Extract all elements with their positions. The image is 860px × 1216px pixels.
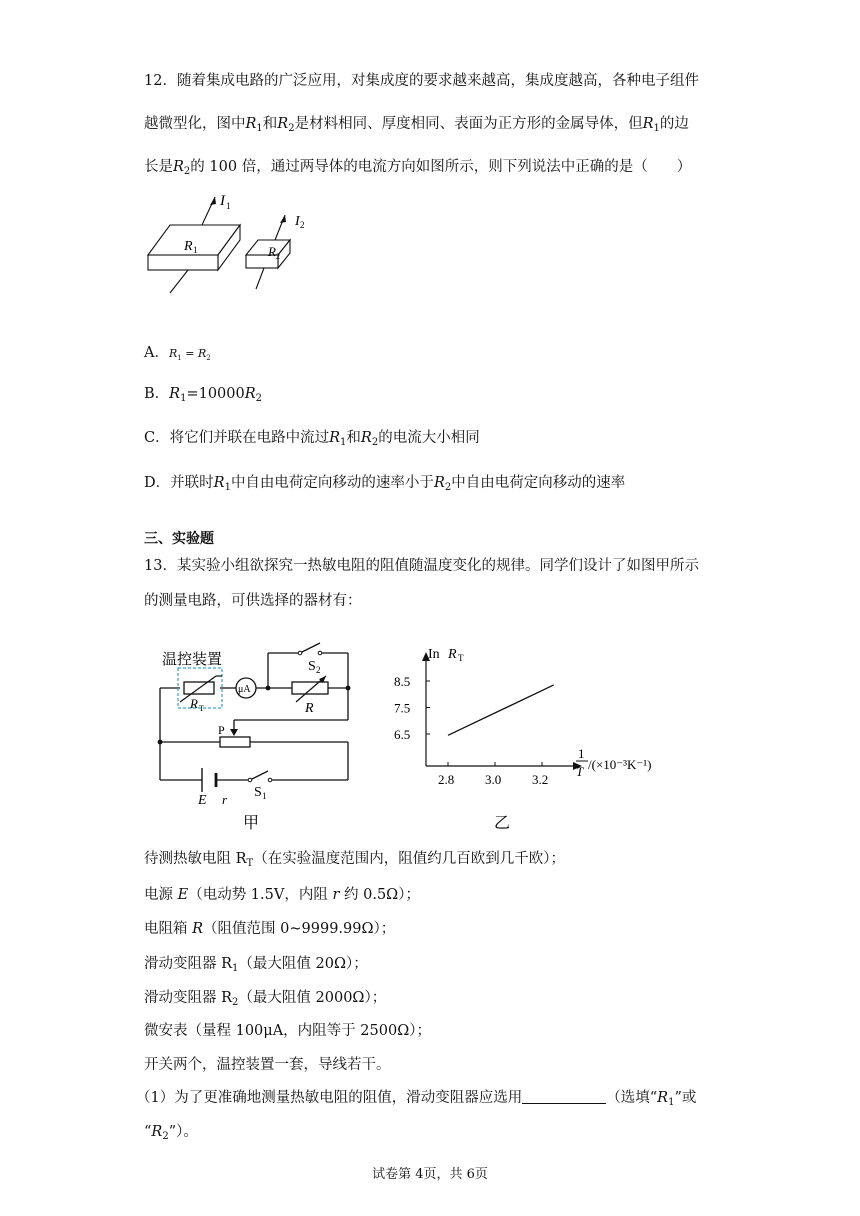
y-axis-ln: In — [428, 647, 440, 662]
graph-ln-rt — [380, 636, 680, 831]
item-text: 约 0.5Ω）； — [339, 887, 420, 903]
r2-label-sub: 2 — [276, 252, 280, 261]
item-text: 滑动变阻器 R — [144, 990, 233, 1006]
r1-sub: 1 — [177, 354, 182, 362]
p-label: P — [218, 723, 225, 737]
r2-sub: 2 — [183, 166, 191, 177]
r-symbol: r — [332, 887, 340, 903]
x-axis-unit: /(×10⁻³K⁻¹) — [588, 757, 652, 772]
r2-symbol: R — [197, 347, 207, 360]
temp-box-label: 温控装置 — [162, 652, 223, 668]
equals-sign: = — [185, 347, 195, 360]
item-rheostat-1 — [144, 954, 368, 979]
r-box-label: R — [305, 701, 314, 716]
q12-text: 和 — [262, 116, 278, 132]
sub-text: ”）。 — [168, 1124, 198, 1140]
x-tick-label: 3.2 — [532, 772, 549, 787]
item-text: （在实验温度范围内，阻值约几百欧到几千欧）； — [253, 851, 565, 867]
item-text: 电阻箱 — [144, 921, 193, 937]
sub-text: ”或 — [674, 1090, 697, 1106]
option-text: 并联时 — [170, 475, 214, 491]
item-sub: T — [246, 858, 254, 869]
item-rheostat-2 — [144, 988, 386, 1013]
option-c[interactable] — [144, 428, 480, 453]
r1-symbol: R — [657, 1090, 669, 1106]
i1-sub: 1 — [226, 201, 231, 211]
r1-symbol: R — [329, 430, 341, 446]
option-d-label: D． — [144, 475, 171, 491]
answer-blank[interactable] — [522, 1089, 606, 1104]
option-a-label: A． — [144, 345, 169, 361]
item-text: （最大阻值 20Ω）； — [238, 956, 368, 972]
q13-line2: 的测量电路，可供选择的器材有： — [144, 593, 362, 609]
r1-sub: 1 — [180, 393, 187, 404]
sub-question-1 — [136, 1088, 696, 1113]
r2-sub: 2 — [162, 1131, 169, 1142]
q12-text: 是材料相同、厚度相同、表面为正方形的金属导体，但 — [294, 116, 643, 132]
circuit-diagram — [150, 640, 360, 835]
option-text: 的电流大小相同 — [378, 430, 480, 446]
y-axis-sub: T — [458, 653, 464, 663]
item-switches: 开关两个，温控装置一套，导线若干。 — [144, 1057, 391, 1073]
q12-line3 — [144, 157, 691, 182]
caption-jia: 甲 — [243, 815, 260, 832]
conductor-figure — [140, 185, 340, 305]
i2-label: I — [295, 214, 300, 229]
item-text: 电源 — [144, 887, 178, 903]
option-c-label: C． — [144, 430, 170, 446]
s2-label: S — [308, 659, 316, 674]
r2-symbol: R — [433, 475, 445, 491]
r1-symbol: R — [245, 116, 257, 132]
r2-sub: 2 — [206, 354, 211, 362]
e-label: E — [198, 793, 207, 808]
item-microammeter: 微安表（量程 100μA，内阻等于 2500Ω）； — [144, 1023, 431, 1039]
option-d[interactable] — [144, 473, 625, 498]
i1-label: I — [220, 193, 225, 209]
caption-yi: 乙 — [494, 815, 511, 831]
item-text: 待测热敏电阻 R — [144, 851, 247, 867]
item-thermistor — [144, 849, 565, 874]
item-sub: 2 — [232, 997, 239, 1008]
page-footer: 试卷第 4页，共 6页 — [372, 1167, 488, 1182]
r-symbol: R — [192, 921, 204, 937]
r2-sub: 2 — [288, 123, 295, 134]
s2-sub: 2 — [316, 665, 321, 675]
option-text: 将它们并联在电路中流过 — [169, 430, 330, 446]
sub-text: “ — [144, 1124, 152, 1140]
q12-line1: 12．随着集成电路的广泛应用，对集成度的要求越来越高，集成度越高，各种电子组件 — [144, 73, 699, 89]
r2-sub: 2 — [371, 437, 379, 448]
rt-label: R — [190, 696, 198, 711]
option-text: 中自由电荷定向移动的速率小于 — [230, 475, 434, 491]
y-axis-r: R — [448, 647, 457, 662]
y-tick-label: 6.5 — [394, 727, 411, 742]
item-sub: 1 — [232, 963, 239, 974]
s1-label: S — [254, 785, 262, 800]
y-tick-label: 7.5 — [394, 700, 411, 716]
item-source — [144, 885, 420, 905]
meter-label: μA — [238, 684, 251, 695]
data-line — [448, 685, 554, 735]
q12-text: 的边 — [659, 116, 689, 132]
r1-sub: 1 — [340, 437, 347, 448]
r-internal-label: r — [222, 792, 228, 807]
r2-symbol: R — [277, 116, 289, 132]
s1-sub: 1 — [262, 791, 267, 801]
e-symbol: E — [177, 887, 189, 903]
r1-sub: 1 — [256, 123, 263, 134]
option-text: 中自由电荷定向移动的速率 — [451, 475, 626, 491]
item-text: （最大阻值 2000Ω）； — [238, 990, 387, 1006]
section-title: 三、实验题 — [144, 531, 214, 547]
y-tick-label: 8.5 — [394, 674, 411, 689]
x-axis-den: T — [576, 764, 584, 779]
equation-text: =10000 — [186, 386, 245, 402]
option-b[interactable] — [144, 384, 262, 409]
q12-text: 越微型化，图中 — [144, 116, 246, 132]
r1-sub: 1 — [653, 123, 660, 134]
rt-sub: T — [199, 704, 204, 713]
r1-symbol: R — [642, 116, 654, 132]
item-text: （阻值范围 0~9999.99Ω）； — [203, 921, 396, 937]
r2-label: R — [268, 244, 276, 259]
sub-question-1-cont — [144, 1122, 198, 1147]
r2-sub: 2 — [255, 393, 263, 404]
r2-sub: 2 — [444, 482, 452, 493]
r2-symbol: R — [244, 386, 256, 402]
option-text: 和 — [346, 430, 361, 446]
r2-symbol: R — [151, 1124, 163, 1140]
q12-text: 的 100 倍，通过两导体的电流方向如图所示，则下列说法中正确的是（ ） — [190, 159, 692, 175]
item-resistance-box — [144, 919, 395, 939]
item-text: （电动势 1.5V，内阻 — [188, 887, 333, 903]
r1-label-sub: 1 — [193, 245, 198, 255]
x-tick-label: 2.8 — [438, 772, 455, 787]
option-b-label: B． — [144, 386, 170, 402]
x-axis-num: 1 — [578, 746, 585, 761]
r1-symbol: R — [169, 386, 181, 402]
item-text: 滑动变阻器 R — [144, 956, 233, 972]
r1-sub: 1 — [224, 482, 231, 493]
i2-sub: 2 — [300, 220, 305, 230]
r1-sub: 1 — [668, 1097, 675, 1108]
q12-text: 长是 — [144, 159, 173, 175]
x-tick-label: 3.0 — [485, 772, 502, 787]
q13-line1: 13．某实验小组欲探究一热敏电阻的阻值随温度变化的规律。同学们设计了如图甲所示 — [144, 558, 699, 574]
sub-text: （选填“ — [606, 1090, 658, 1106]
r1-label: R — [184, 239, 193, 254]
r2-symbol: R — [173, 159, 184, 175]
q12-line2 — [144, 114, 689, 139]
r1-symbol: R — [168, 347, 178, 360]
r2-symbol: R — [360, 430, 372, 446]
option-a[interactable] — [144, 343, 211, 368]
sub-text: （1）为了更准确地测量热敏电阻的阻值，滑动变阻器应选用 — [136, 1090, 523, 1106]
r1-symbol: R — [213, 475, 225, 491]
